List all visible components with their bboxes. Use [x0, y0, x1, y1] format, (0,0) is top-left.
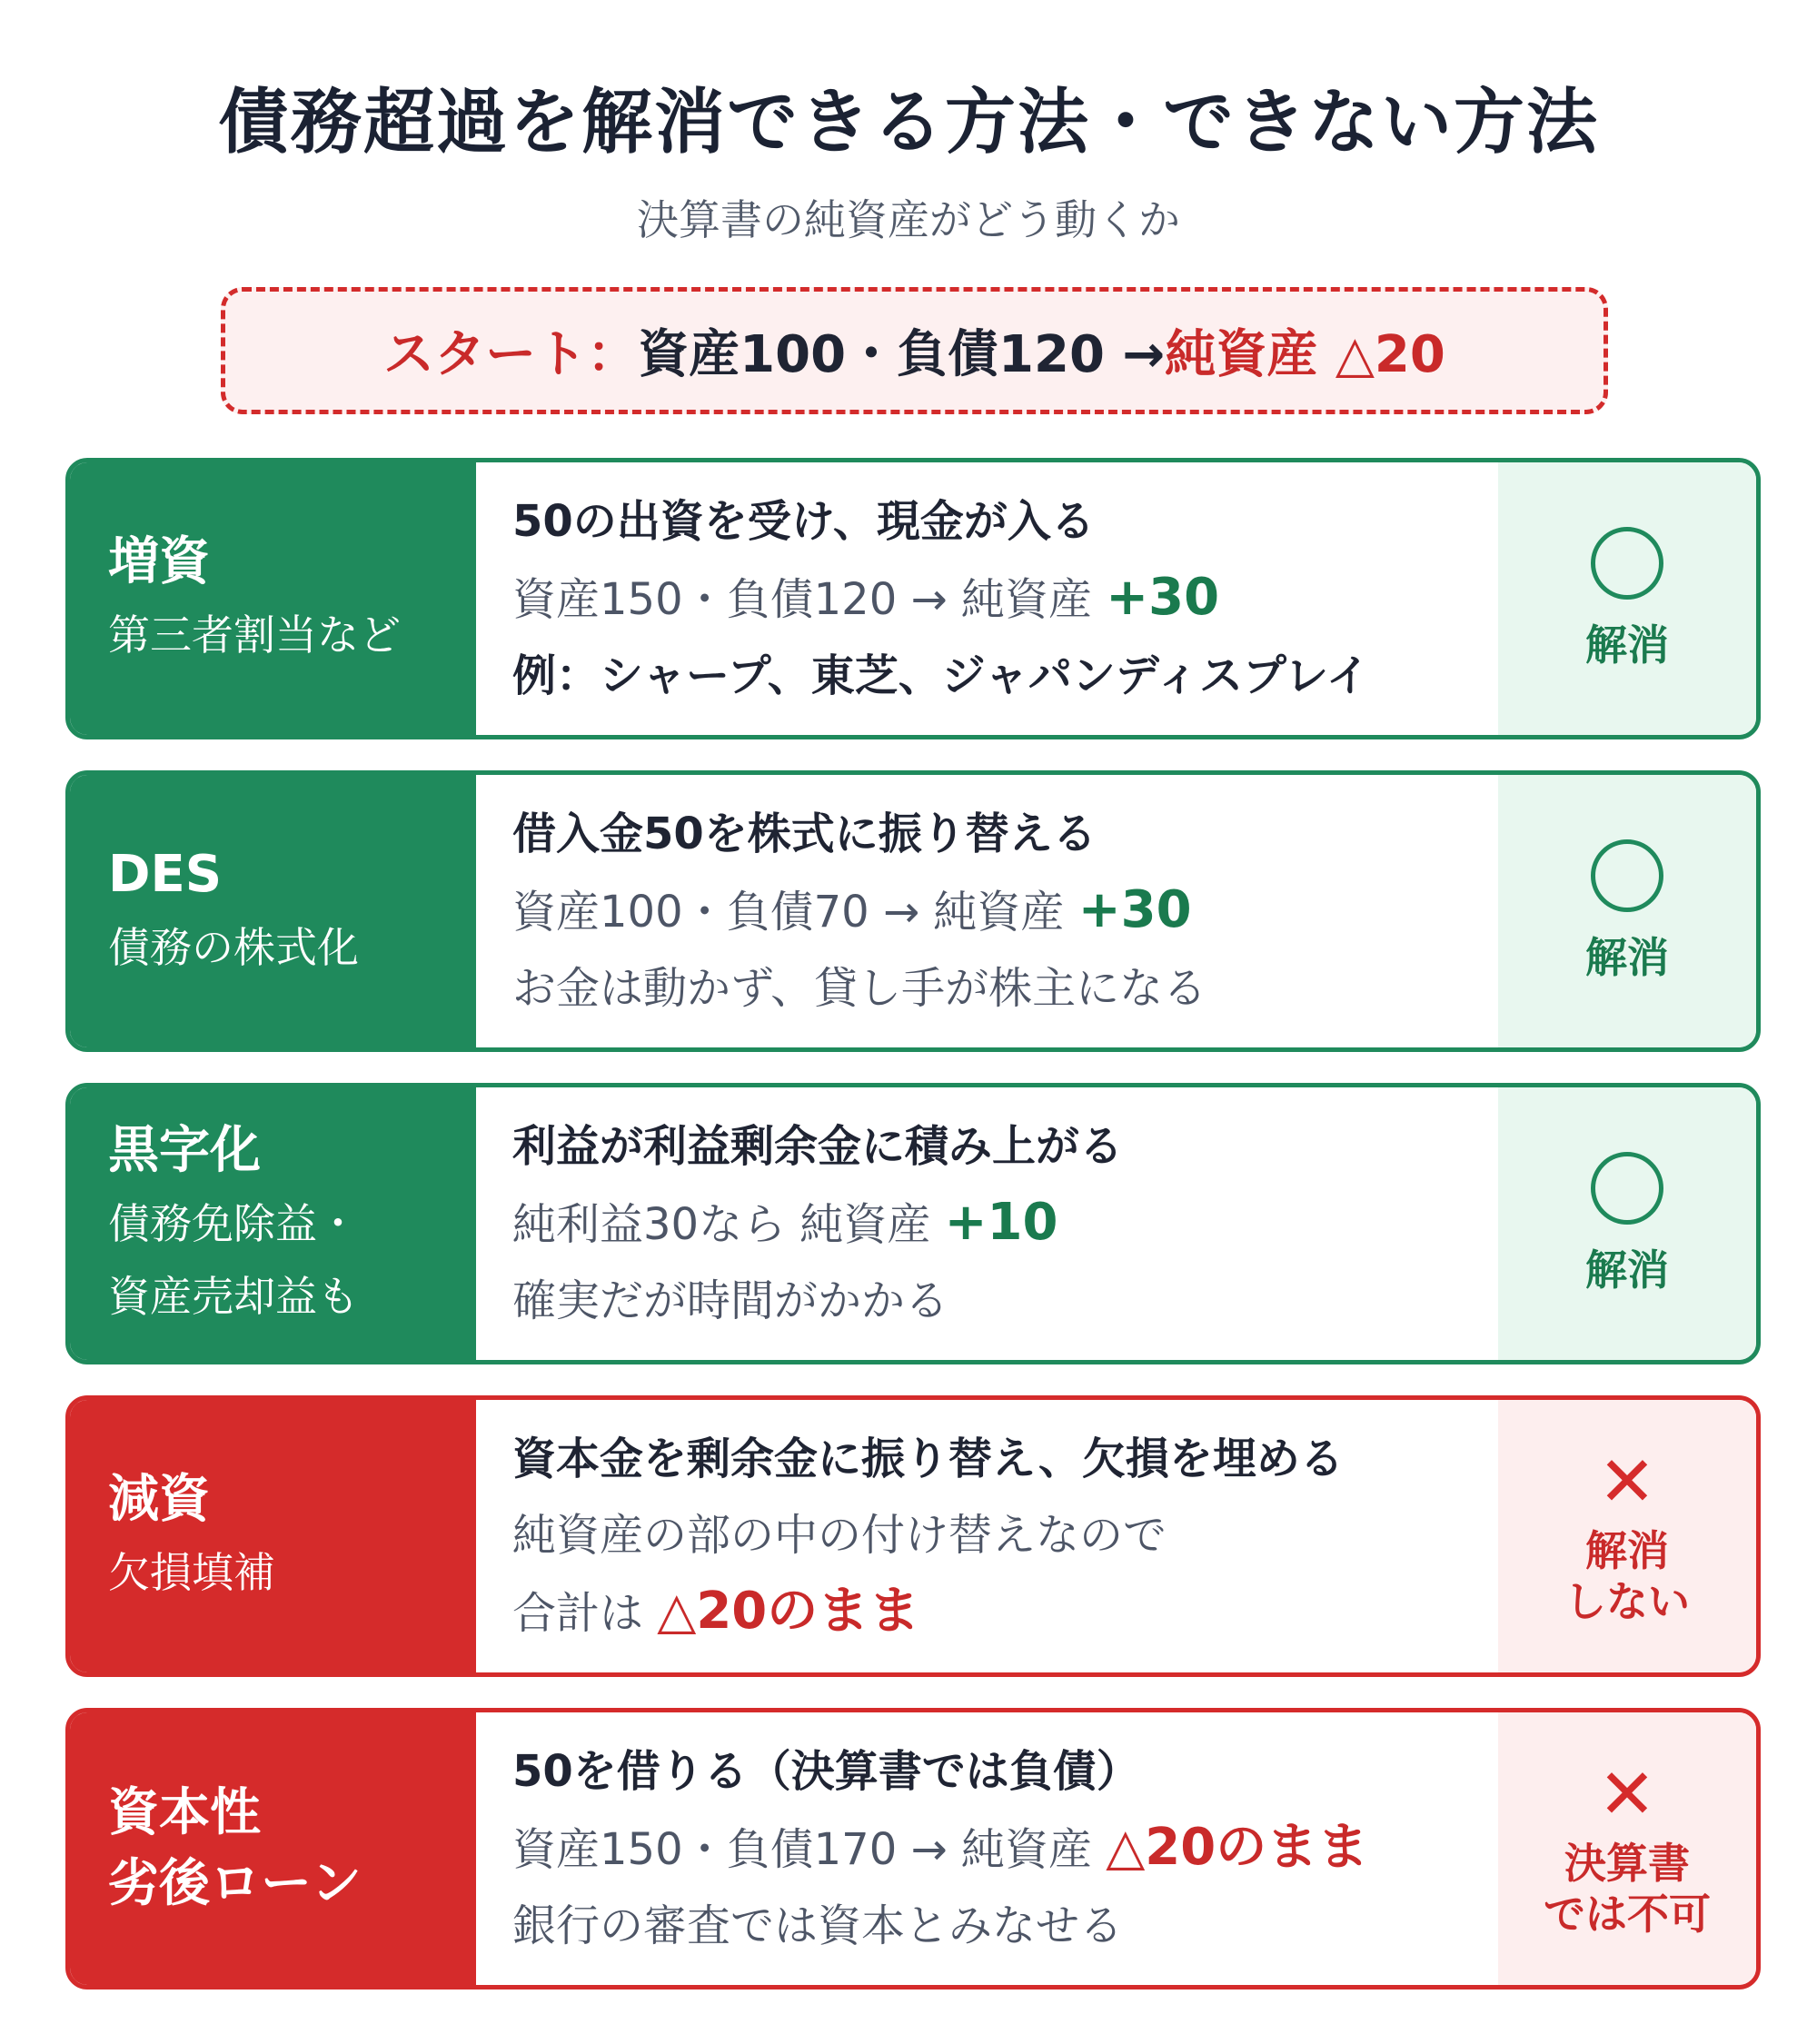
start-body: 資産100・負債120 → — [638, 325, 1166, 384]
circle-mark-icon — [1591, 1152, 1663, 1225]
method-balance — [512, 1185, 1498, 1263]
verdict-label-line2: しない — [1564, 1577, 1690, 1626]
method-row-capital-reduction — [65, 1395, 1761, 1677]
method-summary: 利益が利益剰余金に積み上がる — [512, 1121, 1124, 1172]
circle-mark-icon — [1591, 839, 1663, 912]
net-assets-change: +30 — [1106, 568, 1220, 627]
balance-text: 資産100・負債70 → 純資産 — [512, 887, 1078, 938]
verdict-label-line1: 決算書 — [1564, 1839, 1690, 1888]
verdict-panel — [1498, 775, 1756, 1047]
method-label-panel — [70, 775, 476, 1047]
method-note: 確実だが時間がかかる — [512, 1275, 949, 1326]
method-balance — [512, 1573, 1498, 1652]
method-label-panel — [70, 1087, 476, 1360]
method-note: 銀行の審査では資本とみなせる — [512, 1900, 1124, 1951]
verdict-label: 解消 — [1585, 1245, 1669, 1295]
method-name-line1: 資本性 — [108, 1783, 261, 1842]
verdict-label: 解消 — [1585, 933, 1669, 982]
verdict-label-line2: では不可 — [1544, 1890, 1711, 1939]
cross-mark-icon: ✕ — [1598, 1753, 1656, 1834]
net-assets-change: △20のまま — [1106, 1818, 1369, 1877]
verdict-label: 解消 — [1585, 620, 1669, 670]
method-description — [476, 1087, 1498, 1360]
method-name: 黒字化 — [108, 1121, 261, 1180]
start-label: スタート： — [383, 325, 639, 384]
net-assets-change: +10 — [944, 1193, 1058, 1252]
method-name: 増資 — [108, 532, 210, 591]
balance-text: 資産150・負債120 → 純資産 — [512, 574, 1107, 625]
cross-mark-icon: ✕ — [1598, 1441, 1656, 1522]
verdict-panel — [1498, 1712, 1756, 1985]
method-name-line2: 劣後ローン — [108, 1854, 362, 1913]
method-name: DES — [108, 845, 223, 904]
method-row-subordinated-loan — [65, 1708, 1761, 1989]
verdict-panel — [1498, 462, 1756, 735]
method-balance — [512, 1810, 1498, 1888]
method-explanation: 純資産の部の中の付け替えなので — [512, 1510, 1167, 1561]
method-summary: 借入金50を株式に振り替える — [512, 809, 1097, 859]
method-subtitle: 第三者割当など — [108, 610, 401, 660]
method-summary: 資本金を剰余金に振り替え、欠損を埋める — [512, 1434, 1344, 1484]
method-subtitle-line1: 債務免除益・ — [108, 1199, 359, 1248]
circle-mark-icon — [1591, 527, 1663, 600]
method-subtitle: 債務の株式化 — [108, 923, 359, 972]
method-summary: 50の出資を受け、現金が入る — [512, 496, 1095, 547]
method-label-panel — [70, 462, 476, 735]
method-description — [476, 1400, 1498, 1672]
method-name: 減資 — [108, 1470, 210, 1529]
method-description — [476, 1712, 1498, 1985]
start-result: 純資産 △20 — [1165, 325, 1445, 384]
verdict-label-line1: 解消 — [1585, 1526, 1669, 1575]
net-assets-change: △20のまま — [657, 1582, 920, 1641]
net-assets-change: +30 — [1077, 880, 1192, 939]
method-balance — [512, 872, 1498, 950]
method-description — [476, 462, 1498, 735]
page-title: 債務超過を解消できる方法・できない方法 — [217, 82, 1599, 164]
balance-text: 資産150・負債170 → 純資産 — [512, 1824, 1107, 1875]
balance-text: 合計は — [512, 1588, 658, 1639]
method-description — [476, 775, 1498, 1047]
method-subtitle-line2: 資産売却益も — [108, 1272, 359, 1321]
balance-text: 純利益30なら 純資産 — [512, 1199, 945, 1250]
start-condition-box — [221, 287, 1608, 414]
method-summary: 50を借りる（決算書では負債） — [512, 1746, 1140, 1797]
method-label-panel — [70, 1400, 476, 1672]
verdict-panel — [1498, 1400, 1756, 1672]
method-note: お金は動かず、貸し手が株主になる — [512, 963, 1207, 1014]
method-row-des — [65, 770, 1761, 1052]
method-note: 例：シャープ、東芝、ジャパンディスプレイ — [512, 650, 1370, 701]
method-balance — [512, 560, 1498, 638]
verdict-panel — [1498, 1087, 1756, 1360]
method-subtitle: 欠損填補 — [108, 1548, 275, 1597]
method-row-capital-increase — [65, 458, 1761, 739]
method-label-panel — [70, 1712, 476, 1985]
method-row-profitability — [65, 1083, 1761, 1364]
page-subtitle: 決算書の純資産がどう動くか — [637, 195, 1180, 244]
